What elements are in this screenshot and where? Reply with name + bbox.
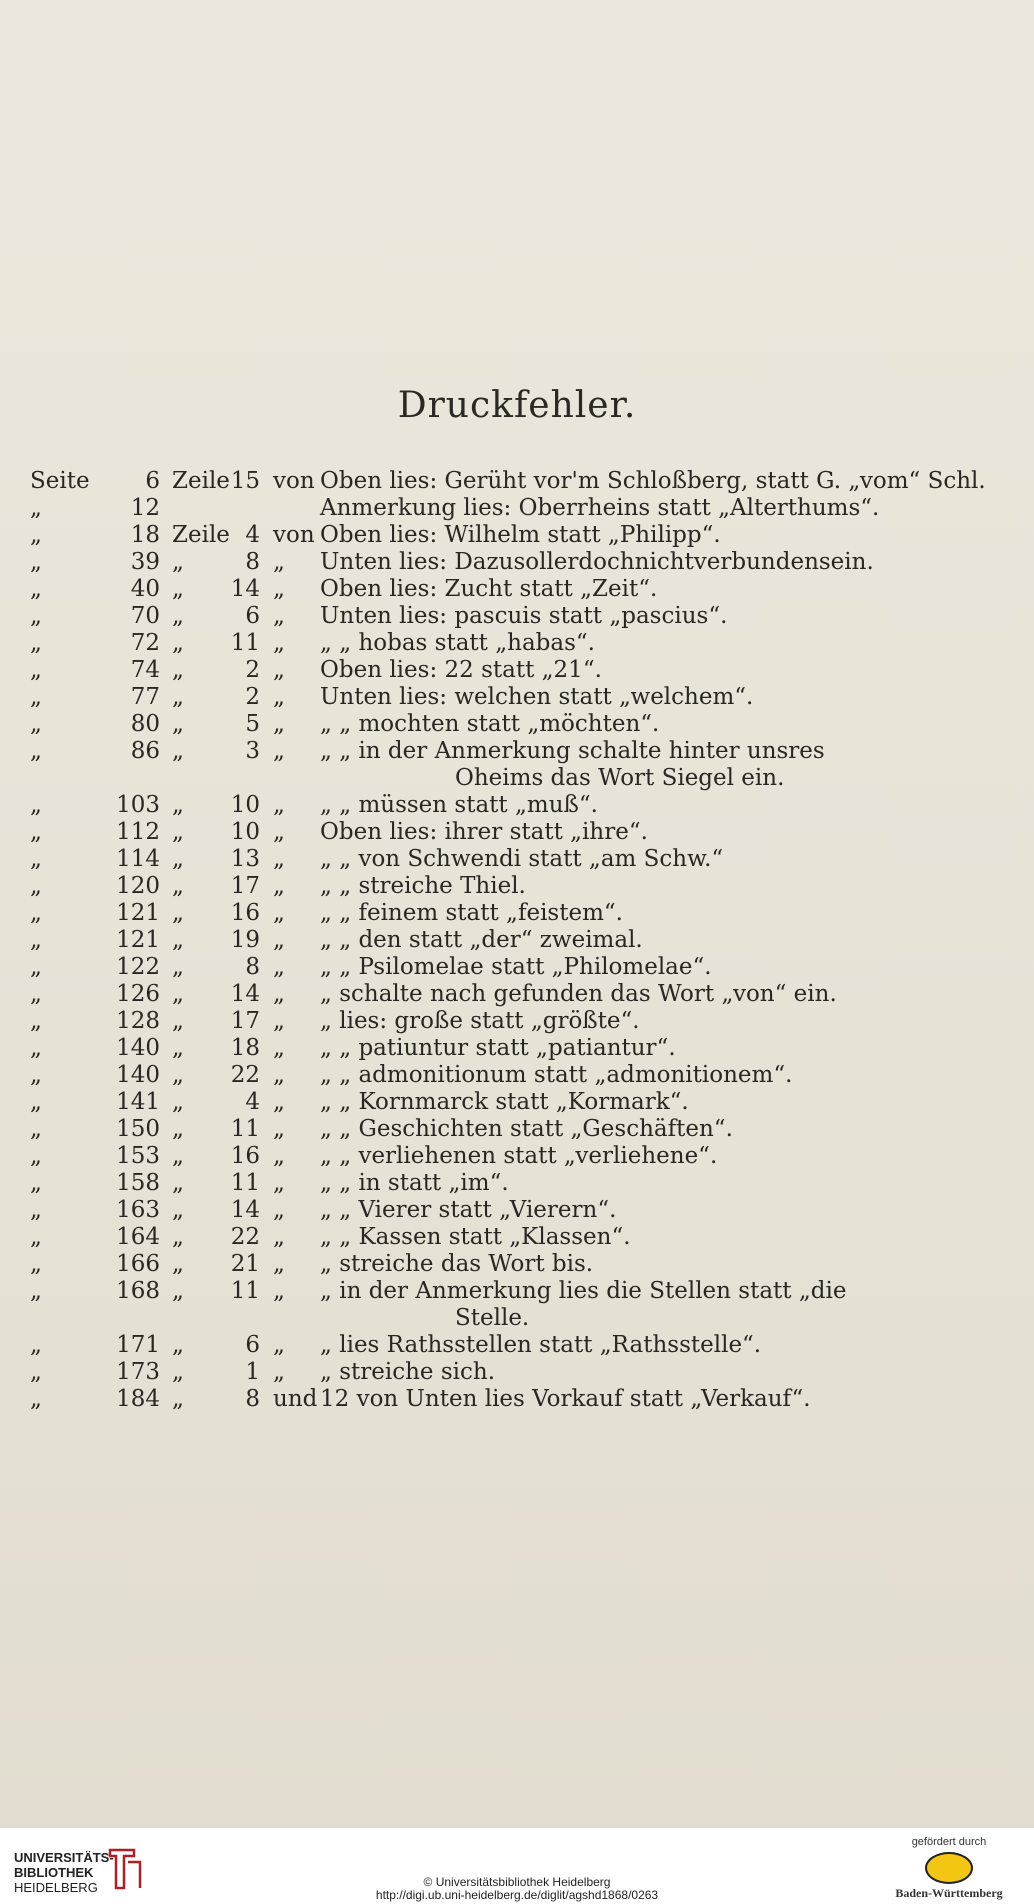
- errata-page: 126: [116, 981, 160, 1007]
- errata-label: „: [30, 1251, 42, 1277]
- errata-label: „: [30, 1035, 42, 1061]
- errata-row: [0, 522, 1034, 549]
- errata-line-number: 14: [230, 576, 260, 602]
- errata-zeile: „: [172, 900, 184, 926]
- errata-von: „: [273, 1224, 285, 1250]
- errata-line-number: 4: [245, 1089, 260, 1115]
- errata-row: [0, 549, 1034, 576]
- errata-row: [0, 792, 1034, 819]
- errata-row: [0, 711, 1034, 738]
- errata-page: 114: [116, 846, 160, 872]
- errata-row: [0, 954, 1034, 981]
- errata-page: 122: [116, 954, 160, 980]
- errata-label: „: [30, 1170, 42, 1196]
- errata-von: „: [273, 711, 285, 737]
- errata-label: „: [30, 630, 42, 656]
- errata-row: [0, 1386, 1034, 1413]
- errata-page: 72: [130, 630, 160, 656]
- errata-row: [0, 900, 1034, 927]
- errata-correction: Anmerkung lies: Oberrheins statt „Alterthums“.: [320, 495, 880, 521]
- errata-label: „: [30, 846, 42, 872]
- errata-page: 150: [116, 1116, 160, 1142]
- errata-line-number: 6: [245, 603, 260, 629]
- errata-von: „: [273, 1332, 285, 1358]
- errata-label: „: [30, 954, 42, 980]
- errata-von: „: [273, 576, 285, 602]
- errata-correction: „ lies Rathsstellen statt „Rathsstelle“.: [320, 1332, 762, 1358]
- errata-correction: 12 von Unten lies Vorkauf statt „Verkauf“.: [320, 1386, 811, 1412]
- errata-continuation: Stelle.: [455, 1305, 530, 1331]
- errata-von: „: [273, 1143, 285, 1169]
- errata-row: [0, 927, 1034, 954]
- errata-correction: „ „ admonitionum statt „admonitionem“.: [320, 1062, 793, 1088]
- errata-zeile: „: [172, 603, 184, 629]
- errata-von: von: [273, 468, 315, 494]
- errata-page: 80: [130, 711, 160, 737]
- errata-zeile: „: [172, 1251, 184, 1277]
- errata-page: 164: [116, 1224, 160, 1250]
- funded-by-text: gefördert durch: [911, 1836, 987, 1848]
- errata-row: [0, 603, 1034, 630]
- errata-correction: „ „ verliehenen statt „verliehene“.: [320, 1143, 718, 1169]
- errata-correction: Oben lies: Gerüht vor'm Schloßberg, statt G. „vom“ Schl.: [320, 468, 986, 494]
- errata-page: 121: [116, 927, 160, 953]
- errata-row: [0, 1143, 1034, 1170]
- errata-page: 128: [116, 1008, 160, 1034]
- errata-label: „: [30, 819, 42, 845]
- errata-zeile: „: [172, 1332, 184, 1358]
- errata-correction: Oben lies: ihrer statt „ihre“.: [320, 819, 648, 845]
- errata-von: „: [273, 603, 285, 629]
- errata-line-number: 10: [230, 819, 260, 845]
- errata-label: „: [30, 738, 42, 764]
- errata-line-number: 17: [230, 873, 260, 899]
- errata-von: „: [273, 873, 285, 899]
- errata-von: „: [273, 1251, 285, 1277]
- errata-correction: „ streiche das Wort bis.: [320, 1251, 594, 1277]
- errata-label: „: [30, 1386, 42, 1412]
- errata-label: „: [30, 522, 42, 548]
- errata-von: „: [273, 846, 285, 872]
- page-title: Druckfehler.: [397, 385, 637, 426]
- errata-label: „: [30, 684, 42, 710]
- errata-correction: „ „ müssen statt „muß“.: [320, 792, 598, 818]
- errata-correction: „ „ Kornmarck statt „Kormark“.: [320, 1089, 689, 1115]
- copyright-text: © Universitätsbibliothek Heidelberg: [423, 1875, 611, 1889]
- errata-zeile: „: [172, 1278, 184, 1304]
- errata-label: „: [30, 1359, 42, 1385]
- errata-von: „: [273, 954, 285, 980]
- errata-correction: „ schalte nach gefunden das Wort „von“ ein.: [320, 981, 837, 1007]
- errata-line-number: 11: [230, 1278, 260, 1304]
- errata-page: 112: [116, 819, 160, 845]
- errata-page: 153: [116, 1143, 160, 1169]
- errata-row: [0, 846, 1034, 873]
- errata-line-number: 18: [230, 1035, 260, 1061]
- errata-von: „: [273, 1170, 285, 1196]
- errata-row: [0, 684, 1034, 711]
- errata-line-number: 16: [230, 900, 260, 926]
- logo-line-1: UNIVERSITÄTS-: [14, 1850, 114, 1865]
- errata-line-number: 1: [245, 1359, 260, 1385]
- errata-label: „: [30, 1197, 42, 1223]
- funder-name: Baden-Württemberg: [895, 1886, 1003, 1900]
- errata-correction: „ „ mochten statt „möchten“.: [320, 711, 660, 737]
- errata-page: 184: [116, 1386, 160, 1412]
- errata-correction: „ „ in der Anmerkung schalte hinter unsres: [320, 738, 825, 764]
- errata-line-number: 11: [230, 1170, 260, 1196]
- errata-von: „: [273, 819, 285, 845]
- errata-row: [0, 1035, 1034, 1062]
- errata-zeile: „: [172, 549, 184, 575]
- errata-page: 18: [130, 522, 160, 548]
- errata-page: 168: [116, 1278, 160, 1304]
- errata-page: 121: [116, 900, 160, 926]
- errata-line-number: 11: [230, 630, 260, 656]
- errata-line-number: 15: [230, 468, 260, 494]
- errata-von: „: [273, 1089, 285, 1115]
- errata-line-number: 8: [245, 549, 260, 575]
- errata-zeile: „: [172, 1062, 184, 1088]
- errata-line-number: 2: [245, 657, 260, 683]
- errata-zeile: „: [172, 738, 184, 764]
- errata-correction: „ „ Vierer statt „Vierern“.: [320, 1197, 617, 1223]
- errata-label: „: [30, 711, 42, 737]
- permalink-url[interactable]: http://digi.ub.uni-heidelberg.de/diglit/agshd1868/0263: [375, 1888, 659, 1902]
- errata-row: [0, 657, 1034, 684]
- errata-zeile: „: [172, 1008, 184, 1034]
- errata-von: „: [273, 1008, 285, 1034]
- errata-von: „: [273, 900, 285, 926]
- errata-page: 77: [130, 684, 160, 710]
- errata-line-number: 19: [230, 927, 260, 953]
- errata-von: „: [273, 684, 285, 710]
- errata-label: „: [30, 549, 42, 575]
- errata-zeile: „: [172, 1143, 184, 1169]
- errata-correction: Unten lies: Dazusollerdochnichtverbundensein.: [320, 549, 874, 575]
- errata-row: [0, 1251, 1034, 1278]
- errata-zeile: „: [172, 1035, 184, 1061]
- errata-von: „: [273, 927, 285, 953]
- errata-row: [0, 981, 1034, 1008]
- errata-row: [0, 1224, 1034, 1251]
- errata-row: [0, 819, 1034, 846]
- errata-page: 12: [130, 495, 160, 521]
- errata-von: „: [273, 1062, 285, 1088]
- errata-page: 163: [116, 1197, 160, 1223]
- errata-row: [0, 1197, 1034, 1224]
- errata-page: 70: [130, 603, 160, 629]
- errata-line-number: 22: [230, 1062, 260, 1088]
- errata-von: „: [273, 1035, 285, 1061]
- errata-correction: „ „ patiuntur statt „patiantur“.: [320, 1035, 676, 1061]
- errata-correction: Unten lies: pascuis statt „pascius“.: [320, 603, 728, 629]
- errata-zeile: „: [172, 792, 184, 818]
- logo-line-3: HEIDELBERG: [14, 1880, 98, 1895]
- errata-row: [0, 1170, 1034, 1197]
- errata-line-number: 2: [245, 684, 260, 710]
- errata-zeile: „: [172, 630, 184, 656]
- errata-page: 40: [130, 576, 160, 602]
- errata-zeile: „: [172, 657, 184, 683]
- errata-von: „: [273, 1359, 285, 1385]
- errata-zeile: Zeile: [172, 468, 230, 494]
- errata-row: [0, 630, 1034, 657]
- errata-label: „: [30, 603, 42, 629]
- errata-correction: „ „ feinem statt „feistem“.: [320, 900, 623, 926]
- errata-correction: Oben lies: Wilhelm statt „Philipp“.: [320, 522, 721, 548]
- errata-zeile: „: [172, 846, 184, 872]
- errata-page: 6: [145, 468, 160, 494]
- errata-page: 74: [130, 657, 160, 683]
- errata-correction: „ lies: große statt „größte“.: [320, 1008, 640, 1034]
- errata-line-number: 22: [230, 1224, 260, 1250]
- errata-correction: „ streiche sich.: [320, 1359, 496, 1385]
- errata-correction: Oben lies: 22 statt „21“.: [320, 657, 602, 683]
- errata-page: 39: [130, 549, 160, 575]
- errata-zeile: „: [172, 711, 184, 737]
- errata-row: [0, 1008, 1034, 1035]
- errata-label: „: [30, 1062, 42, 1088]
- errata-label: „: [30, 1278, 42, 1304]
- errata-label: „: [30, 1089, 42, 1115]
- errata-line-number: 8: [245, 1386, 260, 1412]
- errata-label: „: [30, 495, 42, 521]
- errata-row: [0, 495, 1034, 522]
- errata-zeile: „: [172, 927, 184, 953]
- errata-line-number: 17: [230, 1008, 260, 1034]
- errata-label: „: [30, 927, 42, 953]
- errata-row: [0, 738, 1034, 765]
- errata-page: 120: [116, 873, 160, 899]
- errata-correction: „ „ hobas statt „habas“.: [320, 630, 595, 656]
- errata-page: 173: [116, 1359, 160, 1385]
- errata-correction: „ „ Kassen statt „Klassen“.: [320, 1224, 631, 1250]
- errata-row: [0, 468, 1034, 495]
- errata-label: „: [30, 900, 42, 926]
- errata-line-number: 14: [230, 1197, 260, 1223]
- errata-page: 103: [116, 792, 160, 818]
- errata-label: „: [30, 981, 42, 1007]
- errata-zeile: „: [172, 873, 184, 899]
- errata-label: „: [30, 1224, 42, 1250]
- errata-correction: „ „ Geschichten statt „Geschäften“.: [320, 1116, 733, 1142]
- errata-correction: „ „ streiche Thiel.: [320, 873, 526, 899]
- errata-zeile: „: [172, 1170, 184, 1196]
- errata-line-number: 3: [245, 738, 260, 764]
- errata-label: „: [30, 792, 42, 818]
- errata-row: [0, 1278, 1034, 1305]
- errata-von: „: [273, 549, 285, 575]
- errata-row: [0, 1332, 1034, 1359]
- errata-label: „: [30, 1008, 42, 1034]
- errata-zeile: „: [172, 1386, 184, 1412]
- errata-line-number: 6: [245, 1332, 260, 1358]
- errata-correction: „ „ den statt „der“ zweimal.: [320, 927, 643, 953]
- errata-continuation: Oheims das Wort Siegel ein.: [455, 765, 785, 791]
- errata-label: „: [30, 1116, 42, 1142]
- errata-von: „: [273, 792, 285, 818]
- errata-row: [0, 1062, 1034, 1089]
- errata-zeile: Zeile: [172, 522, 230, 548]
- errata-von: „: [273, 657, 285, 683]
- errata-von: „: [273, 1278, 285, 1304]
- errata-page: 140: [116, 1035, 160, 1061]
- footer-bar: [0, 1828, 1034, 1904]
- errata-row: [0, 1359, 1034, 1386]
- errata-line-number: 16: [230, 1143, 260, 1169]
- errata-label: Seite: [30, 468, 90, 494]
- logo-line-2: BIBLIOTHEK: [14, 1865, 94, 1880]
- errata-page: 141: [116, 1089, 160, 1115]
- errata-correction: Oben lies: Zucht statt „Zeit“.: [320, 576, 658, 602]
- errata-correction: „ „ in statt „im“.: [320, 1170, 509, 1196]
- errata-label: „: [30, 576, 42, 602]
- errata-label: „: [30, 657, 42, 683]
- errata-line-number: 10: [230, 792, 260, 818]
- errata-von: „: [273, 981, 285, 1007]
- errata-zeile: „: [172, 819, 184, 845]
- errata-label: „: [30, 873, 42, 899]
- errata-zeile: „: [172, 1089, 184, 1115]
- errata-line-number: 21: [230, 1251, 260, 1277]
- errata-row: [0, 1089, 1034, 1116]
- errata-line-number: 14: [230, 981, 260, 1007]
- errata-line-number: 5: [245, 711, 260, 737]
- errata-line-number: 13: [230, 846, 260, 872]
- errata-correction: Unten lies: welchen statt „welchem“.: [320, 684, 754, 710]
- errata-page: 140: [116, 1062, 160, 1088]
- errata-von: und: [273, 1386, 318, 1412]
- errata-von: „: [273, 1116, 285, 1142]
- errata-row: [0, 873, 1034, 900]
- errata-label: „: [30, 1143, 42, 1169]
- errata-zeile: „: [172, 1116, 184, 1142]
- errata-zeile: „: [172, 684, 184, 710]
- copyright-block: [0, 1876, 1034, 1902]
- errata-zeile: „: [172, 576, 184, 602]
- errata-row: [0, 1116, 1034, 1143]
- errata-correction: „ „ Psilomelae statt „Philomelae“.: [320, 954, 712, 980]
- errata-zeile: „: [172, 981, 184, 1007]
- errata-von: „: [273, 1197, 285, 1223]
- errata-line-number: 8: [245, 954, 260, 980]
- errata-von: „: [273, 738, 285, 764]
- errata-zeile: „: [172, 1359, 184, 1385]
- errata-zeile: „: [172, 1197, 184, 1223]
- errata-row: [0, 576, 1034, 603]
- errata-zeile: „: [172, 954, 184, 980]
- errata-correction: „ in der Anmerkung lies die Stellen statt „die: [320, 1278, 847, 1304]
- errata-correction: „ „ von Schwendi statt „am Schw.“: [320, 846, 724, 872]
- errata-line-number: 11: [230, 1116, 260, 1142]
- errata-page: 158: [116, 1170, 160, 1196]
- state-crest-icon: [925, 1852, 973, 1884]
- funding-badge: [884, 1836, 1014, 1901]
- errata-page: 171: [116, 1332, 160, 1358]
- errata-zeile: „: [172, 1224, 184, 1250]
- errata-page: 86: [130, 738, 160, 764]
- errata-von: „: [273, 630, 285, 656]
- errata-page: 166: [116, 1251, 160, 1277]
- errata-label: „: [30, 1332, 42, 1358]
- errata-line-number: 4: [245, 522, 260, 548]
- errata-von: von: [273, 522, 315, 548]
